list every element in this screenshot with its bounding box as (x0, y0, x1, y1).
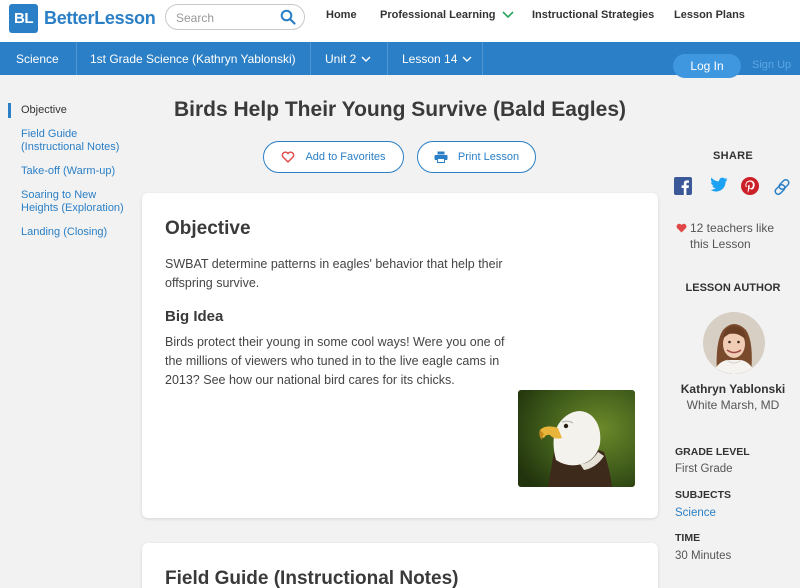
search-box (165, 4, 305, 30)
big-idea-heading: Big Idea (165, 308, 224, 325)
breadcrumb-unit[interactable] (325, 52, 371, 66)
outline-field-guide[interactable]: Field Guide (Instructional Notes) (21, 128, 120, 153)
field-guide-heading: Field Guide (Instructional Notes) (165, 568, 459, 588)
betterlesson-logo[interactable] (9, 4, 155, 33)
outline-soaring[interactable]: Soaring to New Heights (Exploration) (21, 189, 124, 214)
add-to-favorites-label: Add to Favorites (305, 151, 386, 163)
print-lesson-button[interactable] (417, 141, 536, 173)
nav-professional-learning-label: Professional Learning (380, 9, 496, 21)
heart-icon (281, 151, 295, 163)
chevron-down-icon (462, 56, 472, 63)
big-idea-text: Birds protect their young in some cool ways! Were you one of the millions of viewers who tuned in to the live eagle cams in 2013? See how our national bird cares for its chicks. (165, 335, 505, 387)
time-value: 30 Minutes (675, 550, 732, 562)
logo-text: BetterLesson (44, 8, 156, 28)
add-to-favorites-button[interactable] (263, 141, 404, 173)
breadcrumb-divider (482, 42, 483, 75)
likes-count[interactable] (676, 220, 796, 252)
author-avatar[interactable] (703, 312, 765, 374)
lesson-outline (8, 104, 132, 239)
twitter-icon[interactable] (706, 177, 728, 200)
lesson-title: Birds Help Their Young Survive (Bald Eagles) (174, 98, 626, 121)
subjects-value[interactable]: Science (675, 507, 716, 519)
grade-level-label: GRADE LEVEL (675, 446, 750, 458)
outline-landing[interactable]: Landing (Closing) (21, 226, 108, 238)
chevron-down-icon (361, 56, 371, 63)
field-guide-card (142, 543, 658, 588)
search-icon[interactable] (280, 9, 296, 30)
nav-lesson-plans[interactable]: Lesson Plans (674, 9, 745, 21)
chevron-down-icon (502, 11, 514, 19)
time-label: TIME (675, 532, 701, 544)
top-navbar (0, 0, 800, 42)
grade-level-value: First Grade (675, 463, 733, 475)
heart-icon (676, 223, 687, 233)
breadcrumb-divider (387, 42, 388, 75)
pinterest-icon[interactable] (741, 177, 759, 200)
breadcrumb-divider (310, 42, 311, 75)
logo-mark: BL (9, 4, 38, 33)
breadcrumb-course[interactable]: 1st Grade Science (Kathryn Yablonski) (90, 52, 296, 66)
share-title: SHARE (712, 150, 753, 162)
subjects-label: SUBJECTS (675, 489, 732, 501)
objective-card (142, 193, 658, 518)
link-icon[interactable] (772, 177, 792, 202)
login-button[interactable]: Log In (673, 54, 741, 78)
outline-take-off[interactable]: Take-off (Warm-up) (21, 165, 116, 177)
author-location: White Marsh, MD (686, 398, 780, 412)
outline-objective[interactable]: Objective (8, 104, 132, 117)
lesson-author-title: LESSON AUTHOR (685, 282, 781, 294)
bald-eagle-image[interactable] (518, 390, 635, 487)
search-input[interactable] (176, 9, 276, 27)
nav-home[interactable]: Home (326, 9, 357, 21)
breadcrumb-divider (76, 42, 77, 75)
objective-text: SWBAT determine patterns in eagles' behavior that help their offspring survive. (165, 257, 503, 290)
nav-professional-learning[interactable] (380, 9, 514, 21)
likes-text: 12 teachers like this Lesson (690, 221, 775, 251)
facebook-icon[interactable] (674, 177, 692, 200)
signup-link[interactable]: Sign Up (752, 59, 792, 71)
nav-instructional-strategies[interactable]: Instructional Strategies (532, 9, 655, 21)
breadcrumb-bar (0, 42, 800, 75)
breadcrumb-unit-label: Unit 2 (325, 52, 357, 66)
print-lesson-label: Print Lesson (457, 151, 520, 163)
printer-icon (434, 151, 448, 163)
breadcrumb-subject[interactable]: Science (16, 52, 59, 66)
breadcrumb-lesson[interactable] (402, 52, 472, 66)
breadcrumb-lesson-label: Lesson 14 (402, 52, 458, 66)
author-name[interactable]: Kathryn Yablonski (680, 382, 786, 396)
objective-heading: Objective (165, 218, 251, 239)
